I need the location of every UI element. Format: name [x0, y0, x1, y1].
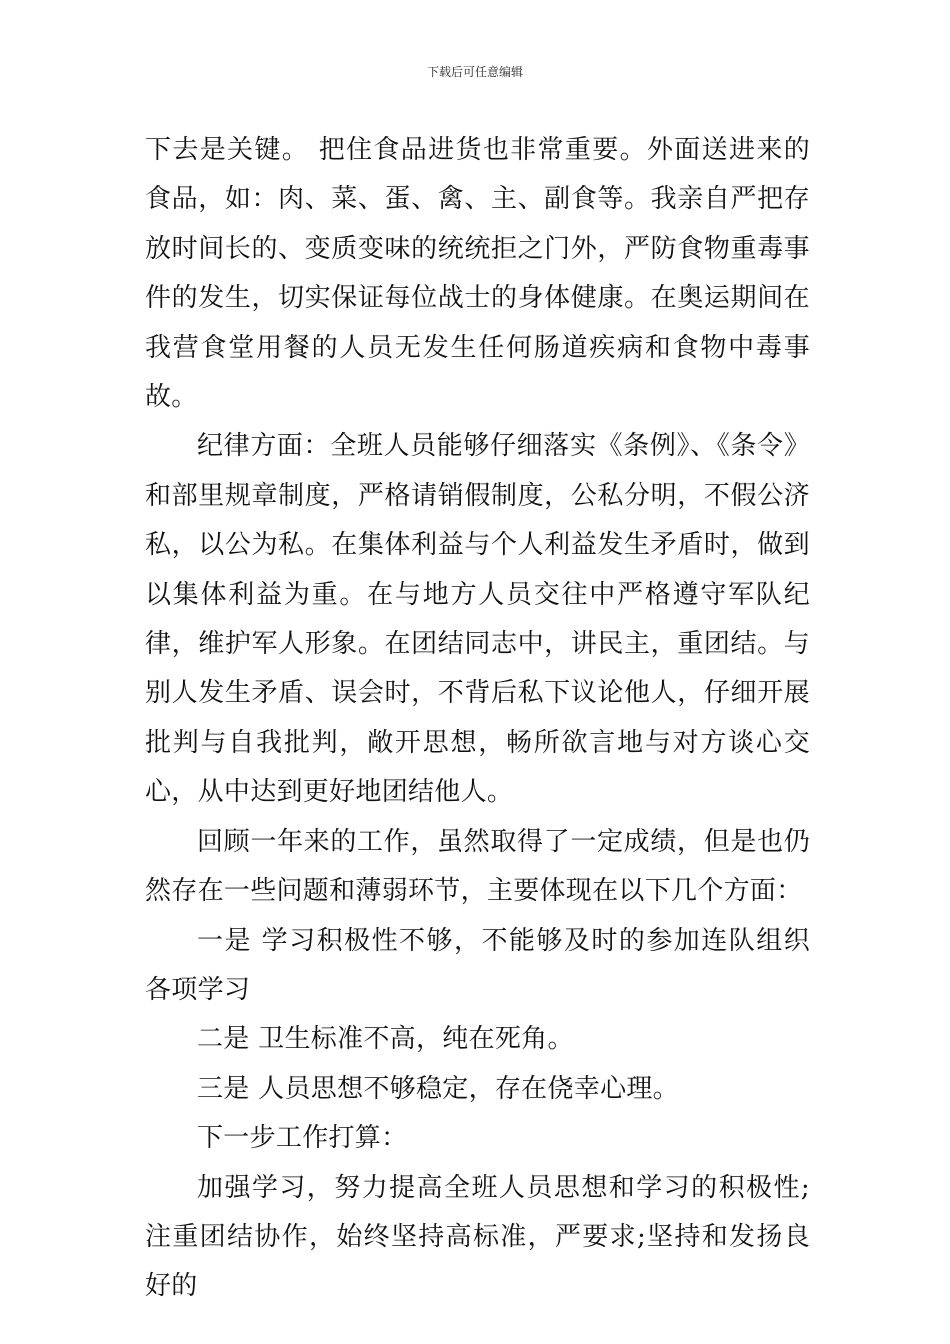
paragraph-next-steps: 加强学习，努力提高全班人员思想和学习的积极性;注重团结协作，始终坚持高标准，严要求;坚持和发扬良好的: [145, 1172, 810, 1302]
document-body: [145, 126, 810, 1312]
paragraph-next-steps-heading: 下一步工作打算：: [197, 1123, 408, 1154]
paragraph-issue-two: 二是 卫生标准不高，纯在死角。: [197, 1024, 574, 1055]
page-header: 下载后可任意编辑: [426, 65, 523, 79]
paragraph-issue-three: 三是 人员思想不够稳定，存在侥幸心理。: [197, 1073, 679, 1104]
paragraph-food-procurement: 下去是关键。 把住食品进货也非常重要。外面送进来的食品，如：肉、菜、蛋、禽、主、副食等。我亲自严把存放时间长的、变质变味的统统拒之门外，严防食物重毒事件的发生，切实保证每位战士的身体健康。在奥运期间在我营食堂用餐的人员无发生任何肠道疾病和食物中毒事故。: [145, 135, 810, 413]
paragraph-review: 回顾一年来的工作，虽然取得了一定成绩，但是也仍然存在一些问题和薄弱环节，主要体现在以下几个方面：: [145, 826, 810, 907]
paragraph-issue-one: 一是 学习积极性不够，不能够及时的参加连队组织各项学习: [145, 925, 810, 1005]
paragraph-discipline: 纪律方面：全班人员能够仔细落实《条例》、《条令》和部里规章制度，严格请销假制度，公私分明，不假公济私，以公为私。在集体利益与个人利益发生矛盾时，做到以集体利益为重。在与地方人员交往中严格遵守军队纪律，维护军人形象。在团结同志中，讲民主，重团结。与别人发生矛盾、误会时，不背后私下议论他人，仔细开展批判与自我批判，敞开思想，畅所欲言地与对方谈心交心，从中达到更好地团结他人。: [145, 431, 810, 808]
